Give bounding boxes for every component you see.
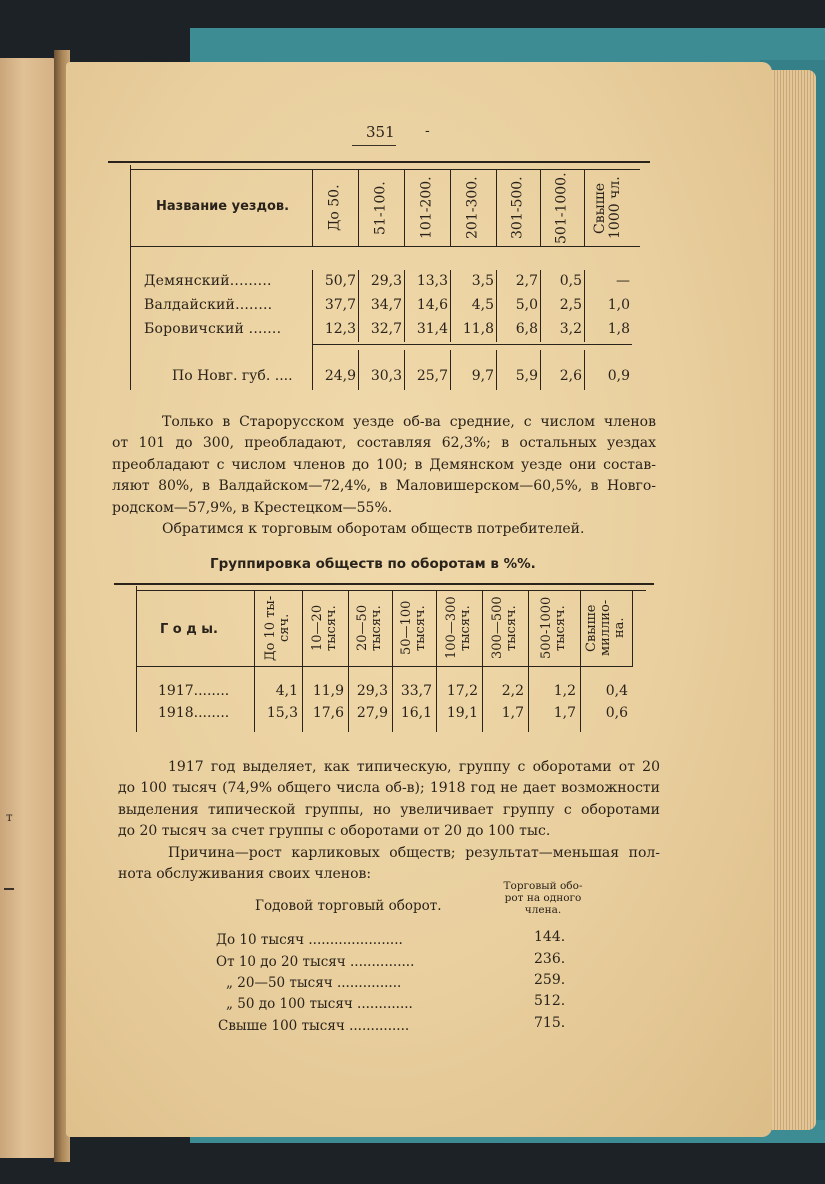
paragraph-1-line-1: Только в Старорусском уезде об-ва средние, с числом членов bbox=[162, 414, 656, 430]
table1-left-border bbox=[130, 165, 131, 390]
table1-cell: 12,3 bbox=[324, 321, 356, 337]
table1-cell: 2,7 bbox=[515, 273, 538, 289]
table1-cell: 29,3 bbox=[370, 273, 402, 289]
paragraph-3-line-1: 1917 год выделяет, как типическую, группу с оборотами от 20 bbox=[168, 759, 660, 775]
paragraph-3 bbox=[118, 757, 660, 885]
table3-row-label: Свыше 100 тысяч .............. bbox=[218, 1018, 410, 1034]
table2-title: Группировка обществ по оборотам в %%. bbox=[210, 556, 536, 572]
paragraph-2: Обратимся к торговым оборотам обществ потребителей. bbox=[162, 521, 585, 538]
table1-column-divider bbox=[540, 170, 541, 246]
paragraph-1-line-2: от 101 до 300, преобладают, составляя 62,3%; в остальных уездах bbox=[112, 435, 656, 452]
table2-column-header: 100—300 тысяч. bbox=[444, 596, 473, 660]
table2-cell: 16,1 bbox=[400, 705, 432, 721]
table2-cell: 19,1 bbox=[446, 705, 478, 721]
table1-cell: 14,6 bbox=[416, 297, 448, 313]
table1-column-header: 301-500. bbox=[509, 176, 526, 240]
table3-row-value: 236. bbox=[534, 951, 566, 967]
table2-left-border bbox=[136, 586, 137, 732]
table2-row-name: 1917........ bbox=[158, 683, 230, 699]
table3-row-value: 715. bbox=[534, 1015, 566, 1031]
table1-column-divider bbox=[450, 170, 451, 246]
table2-cell: 27,9 bbox=[356, 705, 388, 721]
table2-column-header: Свыше миллио- на. bbox=[584, 599, 627, 657]
table1-column-divider bbox=[358, 170, 359, 246]
table2-cell: 1,7 bbox=[553, 705, 576, 721]
table1-cell: 5,0 bbox=[515, 297, 538, 313]
table1-total-cell: 5,9 bbox=[515, 368, 538, 384]
paragraph-1 bbox=[112, 412, 656, 540]
table2-column-header: 500-1000 тысяч. bbox=[539, 596, 568, 660]
table1-column-header: Свыше 1000 чл. bbox=[592, 176, 623, 240]
table1-column-header: До 50. bbox=[326, 184, 343, 232]
table1-total-cell: 9,7 bbox=[471, 368, 494, 384]
left-page-dash bbox=[4, 888, 14, 890]
table3-row-label: „ 20—50 тысяч ............... bbox=[226, 975, 402, 991]
table2-top-rule-thin bbox=[136, 590, 646, 591]
paragraph-3-line-2: до 100 тысяч (74,9% общего числа об-в); 1918 год не дает возможности bbox=[118, 780, 660, 797]
table1-column-divider bbox=[496, 170, 497, 246]
paragraph-4-line-1: Причина—рост карликовых обществ; результат—меньшая пол- bbox=[168, 844, 660, 861]
table1-cell: 1,8 bbox=[607, 321, 630, 337]
table2-column-header: 50—100 тысяч. bbox=[399, 600, 428, 656]
table1-cell: 1,0 bbox=[607, 297, 630, 313]
table1-cell: 13,3 bbox=[416, 273, 448, 289]
table1-cell: 6,8 bbox=[515, 321, 538, 337]
table2-cell: 15,3 bbox=[266, 705, 298, 721]
table1-cell: — bbox=[616, 273, 630, 289]
table2-cell: 11,9 bbox=[312, 683, 344, 699]
table2-cell: 4,1 bbox=[275, 683, 298, 699]
table2-top-rule bbox=[114, 583, 654, 585]
table1-cell: 11,8 bbox=[462, 321, 494, 337]
table3-header-left: Годовой торговый оборот. bbox=[255, 898, 442, 914]
table1-cell: 34,7 bbox=[370, 297, 402, 313]
table1-total-cell: 2,6 bbox=[559, 368, 582, 384]
table1-total-cell: 24,9 bbox=[324, 368, 356, 384]
table1-total-cell: 25,7 bbox=[416, 368, 448, 384]
table1-cell: 3,2 bbox=[559, 321, 582, 337]
table1-column-divider bbox=[584, 170, 585, 246]
page-number: 351 bbox=[366, 123, 395, 141]
table1-cell: 50,7 bbox=[324, 273, 356, 289]
table3-row-label: От 10 до 20 тысяч ............... bbox=[216, 954, 415, 970]
table2-cell: 2,2 bbox=[501, 683, 524, 699]
table1-cell: 0,5 bbox=[559, 273, 582, 289]
table1-cell: 37,7 bbox=[324, 297, 356, 313]
table1-cell: 3,5 bbox=[471, 273, 494, 289]
table3-row-value: 512. bbox=[534, 993, 566, 1009]
paragraph-3-line-4: до 20 тысяч за счет группы с оборотами от 20 до 100 тыс. bbox=[118, 823, 551, 840]
table3-row-label: До 10 тысяч ...................... bbox=[216, 932, 403, 948]
table2-cell: 17,6 bbox=[312, 705, 344, 721]
table3-row-value: 144. bbox=[534, 929, 566, 945]
table2-cell: 17,2 bbox=[446, 683, 478, 699]
table1-cell: 4,5 bbox=[471, 297, 494, 313]
table2-column-header: 20—50 тысяч. bbox=[355, 604, 384, 652]
table2-cell: 33,7 bbox=[400, 683, 432, 699]
table1-cell: 31,4 bbox=[416, 321, 448, 337]
table1-total-cell: 30,3 bbox=[370, 368, 402, 384]
page-number-rule bbox=[352, 145, 396, 146]
table1-row-header: Название уездов. bbox=[156, 199, 290, 214]
table1-total-rule bbox=[312, 344, 632, 345]
table2-column-header: До 10 ты- сяч. bbox=[263, 595, 292, 661]
table2-cell: 0,6 bbox=[605, 705, 628, 721]
paragraph-1-line-5: родском—57,9%, в Крестецком—55%. bbox=[112, 499, 393, 516]
paragraph-1-line-4: ляют 80%, в Валдайском—72,4%, в Маловишерском—60,5%, в Новго- bbox=[112, 478, 656, 495]
table2-cell: 1,7 bbox=[501, 705, 524, 721]
table1-top-rule bbox=[108, 161, 650, 163]
paragraph-4-line-2: нота обслуживания своих членов: bbox=[118, 866, 372, 883]
table1-column-header: 51-100. bbox=[372, 181, 389, 235]
table2-right-border bbox=[632, 591, 633, 667]
table2-column-header: 10—20 тысяч. bbox=[310, 604, 339, 652]
page-number-dash: - bbox=[425, 123, 430, 139]
table1-cell: 2,5 bbox=[559, 297, 582, 313]
paragraph-1-line-3: преобладают с числом членов до 100; в Демянском уезде они состав- bbox=[112, 456, 656, 473]
table1-column-header: 501-1000. bbox=[553, 172, 570, 244]
table2-header-rule bbox=[136, 666, 632, 667]
left-page-mark: т bbox=[6, 810, 13, 824]
table1-top-rule-thin bbox=[130, 169, 640, 170]
table2-cell: 29,3 bbox=[356, 683, 388, 699]
left-page bbox=[0, 58, 58, 1158]
table1-header-rule bbox=[130, 246, 640, 247]
table2-cell: 0,4 bbox=[605, 683, 628, 699]
table2-row-name: 1918........ bbox=[158, 705, 230, 721]
table1-cell: 32,7 bbox=[370, 321, 402, 337]
paragraph-3-line-3: выделения типической группы, но увеличивает группу с оборотами bbox=[118, 801, 660, 818]
table2-row-header: Г о д ы. bbox=[160, 622, 218, 637]
table3-row-label: „ 50 до 100 тысяч ............. bbox=[226, 996, 413, 1012]
table1-total-name: По Новг. губ. .... bbox=[172, 368, 293, 384]
table1-row-name: Демянский......... bbox=[144, 273, 272, 289]
table1-column-divider bbox=[312, 170, 313, 246]
table1-column-header: 201-300. bbox=[464, 176, 481, 240]
table1-column-header: 101-200. bbox=[418, 176, 435, 240]
table1-row-name: Валдайский........ bbox=[144, 297, 273, 313]
table2-column-header: 300—500 тысяч. bbox=[490, 596, 519, 660]
table1-column-divider bbox=[404, 170, 405, 246]
table1-row-name: Боровичский ....... bbox=[144, 321, 282, 337]
table1-total-cell: 0,9 bbox=[607, 368, 630, 384]
table2-cell: 1,2 bbox=[553, 683, 576, 699]
table3-row-value: 259. bbox=[534, 972, 566, 988]
page-edges bbox=[766, 70, 816, 1130]
table3-header-right: Торговый обо- рот на одного члена. bbox=[503, 880, 583, 916]
